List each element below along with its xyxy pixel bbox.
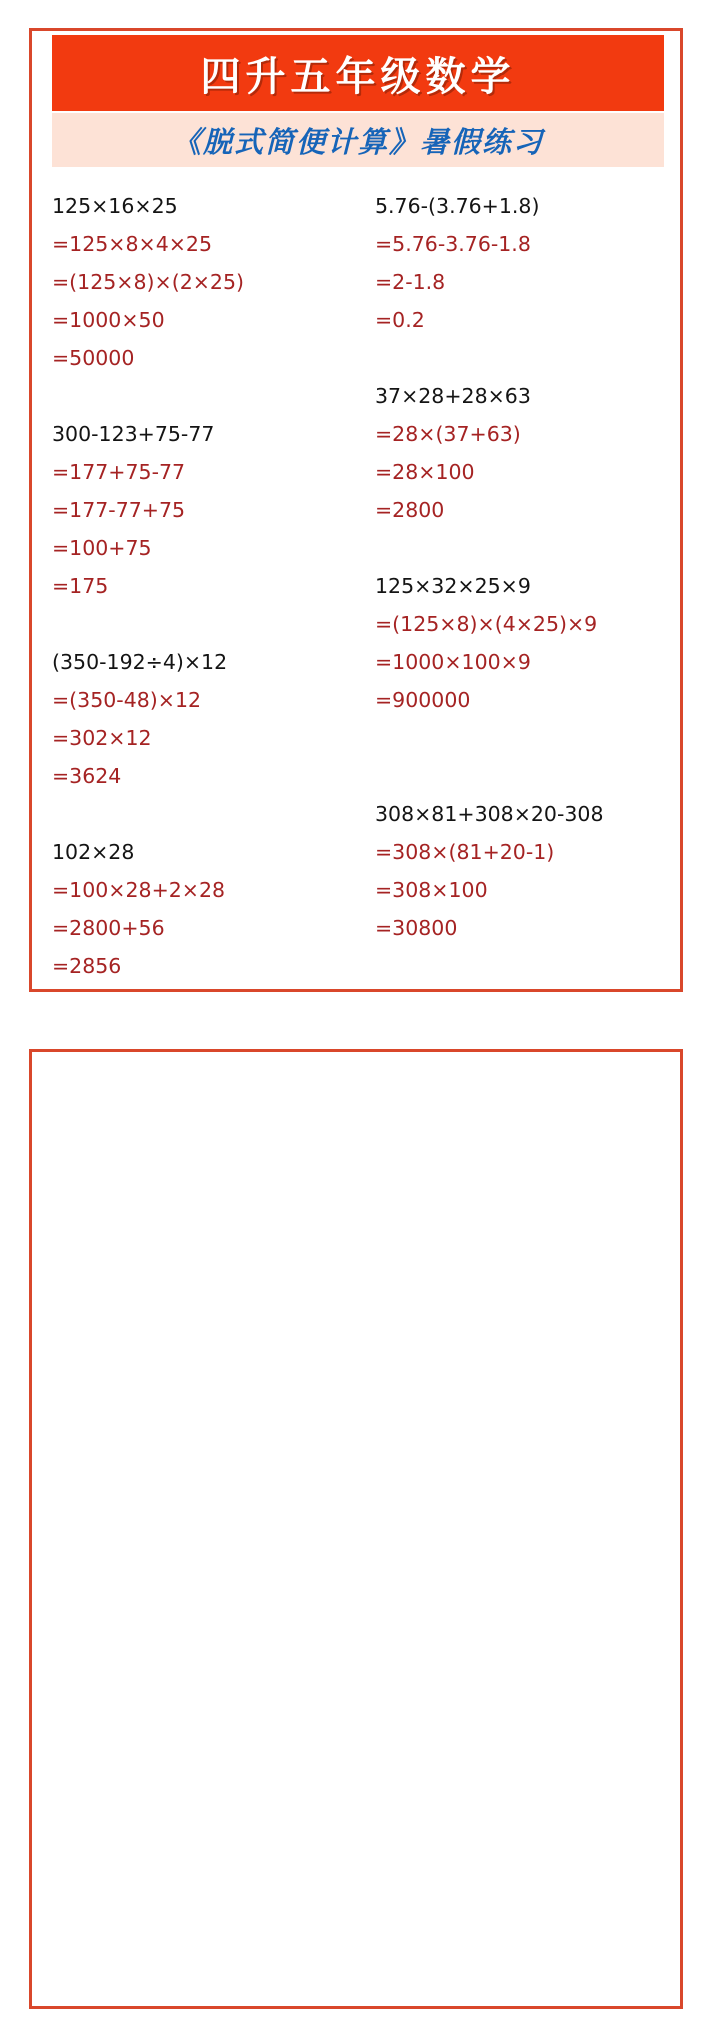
blank-worksheet-panel: [29, 1049, 683, 2009]
problem-question: 125×32×25×9: [375, 574, 531, 598]
title-banner: [52, 35, 664, 111]
problem-block: [375, 187, 665, 339]
problem-block: [52, 833, 352, 985]
spacer: [375, 339, 665, 377]
problem-question: 308×81+308×20-308: [375, 802, 604, 826]
problem-question: 125×16×25: [52, 194, 178, 218]
problem-question: 300-123+75-77: [52, 422, 215, 446]
solution-step: =30800: [375, 916, 458, 940]
solution-step: =2856: [52, 954, 122, 978]
page-subtitle: 《脱式简便计算》暑假练习: [171, 124, 544, 159]
spacer: [375, 529, 665, 567]
spacer: [52, 377, 352, 415]
spacer: [375, 719, 665, 757]
problem-block: [52, 643, 352, 795]
problem-question: 102×28: [52, 840, 135, 864]
spacer: [52, 795, 352, 833]
solution-step: =175: [52, 574, 109, 598]
spacer: [52, 605, 352, 643]
solution-step: =2800: [375, 498, 445, 522]
solution-step: =2800+56: [52, 916, 165, 940]
solution-step: =(125×8)×(2×25): [52, 270, 244, 294]
problem-question: 37×28+28×63: [375, 384, 531, 408]
solution-step: =302×12: [52, 726, 152, 750]
solution-step: =308×(81+20-1): [375, 840, 555, 864]
solution-step: =1000×100×9: [375, 650, 531, 674]
subtitle-banner: [52, 113, 664, 167]
problem-block: [52, 187, 352, 377]
solution-step: =1000×50: [52, 308, 165, 332]
solution-step: =3624: [52, 764, 122, 788]
solution-step: =177-77+75: [52, 498, 186, 522]
solution-step: =50000: [52, 346, 135, 370]
solution-step: =28×(37+63): [375, 422, 521, 446]
problem-block: [52, 415, 352, 605]
solution-step: =900000: [375, 688, 471, 712]
solution-step: =5.76-3.76-1.8: [375, 232, 531, 256]
solution-step: =0.2: [375, 308, 425, 332]
worksheet-panel: [29, 28, 683, 992]
left-problem-column: [52, 187, 352, 985]
solution-step: =(125×8)×(4×25)×9: [375, 612, 598, 636]
solution-step: =100+75: [52, 536, 152, 560]
problem-question: 5.76-(3.76+1.8): [375, 194, 540, 218]
solution-step: =28×100: [375, 460, 475, 484]
problem-block: [375, 795, 665, 947]
solution-step: =125×8×4×25: [52, 232, 213, 256]
solution-step: =100×28+2×28: [52, 878, 226, 902]
solution-step: =177+75-77: [52, 460, 186, 484]
right-problem-column: [375, 187, 665, 947]
spacer: [375, 757, 665, 795]
page-title: 四升五年级数学: [200, 52, 516, 100]
solution-step: =2-1.8: [375, 270, 446, 294]
solution-step: =308×100: [375, 878, 488, 902]
problem-question: (350-192÷4)×12: [52, 650, 228, 674]
problem-block: [375, 377, 665, 529]
solution-step: =(350-48)×12: [52, 688, 202, 712]
problem-block: [375, 567, 665, 719]
